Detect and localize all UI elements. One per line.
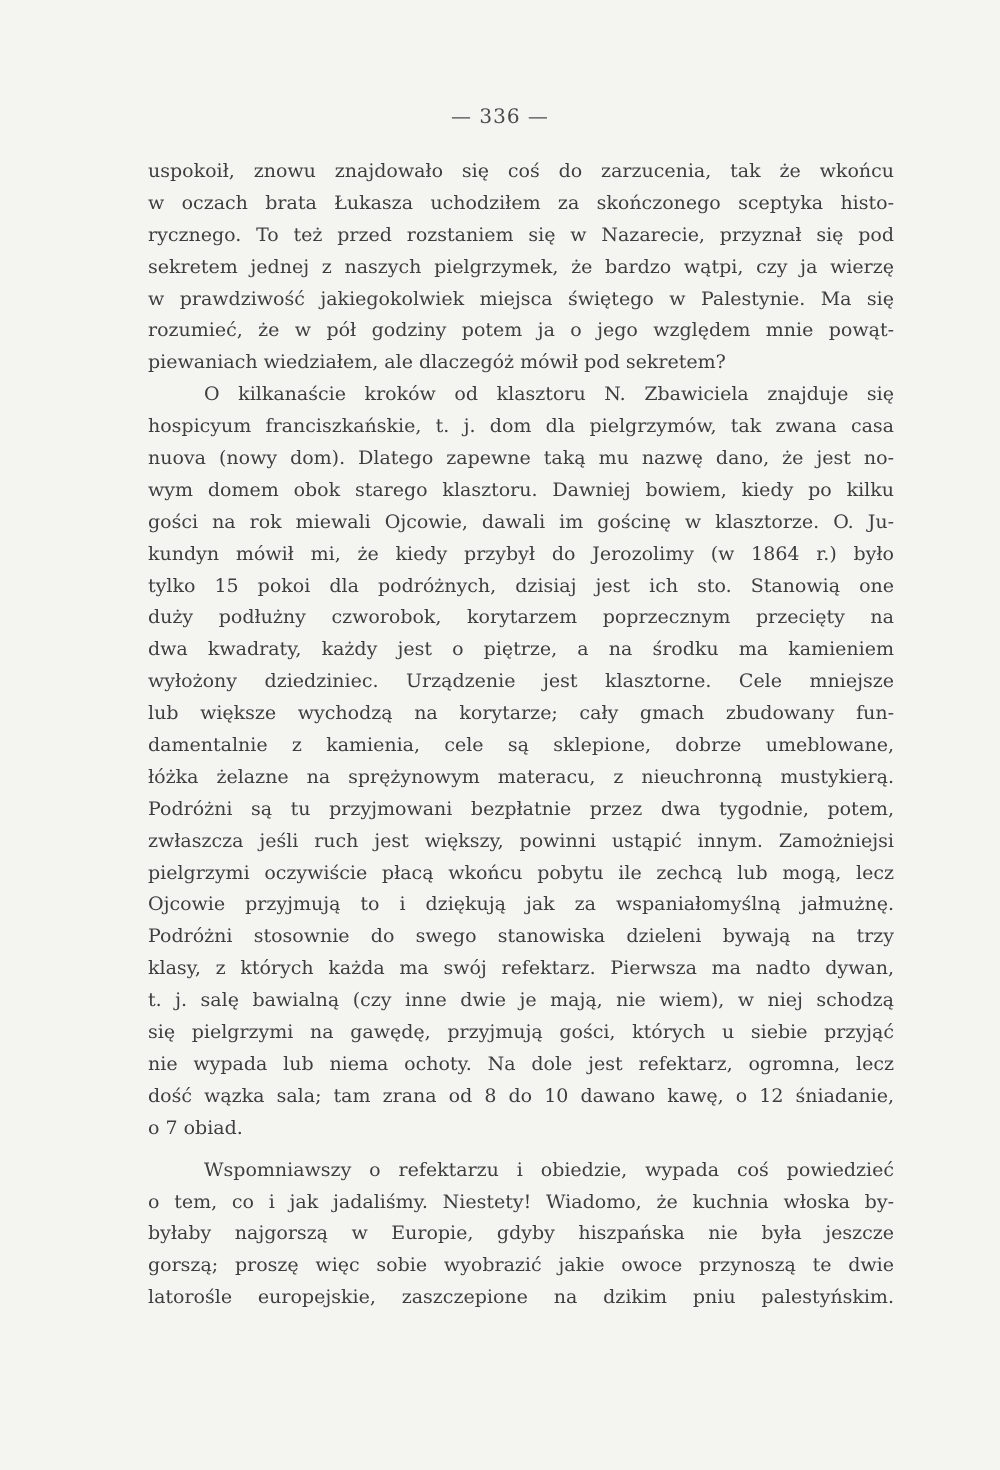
text-line: hospicyum franciszkańskie, t. j. dom dla pielgrzymów, tak zwana casa xyxy=(148,415,894,438)
text-line: byłaby najgorszą w Europie, gdyby hiszpańska nie była jeszcze xyxy=(148,1222,894,1245)
page-number: — 336 — xyxy=(451,104,549,128)
text-line: tylko 15 pokoi dla podróżnych, dzisiaj jest ich sto. Stanowią one xyxy=(148,574,894,597)
text-line: latorośle europejskie, zaszczepione na dzikim pniu palestyńskim. xyxy=(148,1286,894,1309)
body-text xyxy=(148,156,894,1314)
text-line: lub większe wychodzą na korytarze; cały gmach zbudowany fun- xyxy=(148,702,894,725)
text-line: o 7 obiad. xyxy=(148,1116,243,1139)
text-line: duży podłużny czworobok, korytarzem poprzecznym przecięty na xyxy=(148,606,894,629)
paragraph-group-2 xyxy=(148,1155,894,1314)
text-line: dość wązka sala; tam zrana od 8 do 10 dawano kawę, o 12 śniadanie, xyxy=(148,1084,894,1107)
text-line: damentalnie z kamienia, cele są sklepione, dobrze umeblowane, xyxy=(148,734,894,757)
text-line: kundyn mówił mi, że kiedy przybył do Jerozolimy (w 1864 r.) było xyxy=(148,542,894,565)
text-line: uspokoił, znowu znajdowało się coś do zarzucenia, tak że wkońcu xyxy=(148,160,894,182)
paragraph-group-1 xyxy=(148,156,894,1145)
text-line: O kilkanaście kroków od klasztoru N. Zbawiciela znajduje się xyxy=(204,383,894,406)
text-line: sekretem jednej z naszych pielgrzymek, że bardzo wątpi, czy ja wierzę xyxy=(148,255,894,278)
text-line: pielgrzymi oczywiście płacą wkońcu pobytu ile zechcą lub mogą, lecz xyxy=(148,861,894,884)
text-line: klasy, z których każda ma swój refektarz. Pierwsza ma nadto dywan, xyxy=(148,957,894,980)
text-line: się pielgrzymi na gawędę, przyjmują gości, których u siebie przyjąć xyxy=(148,1021,894,1044)
text-line: Podróżni stosownie do swego stanowiska dzieleni bywają na trzy xyxy=(148,925,894,948)
text-line: dwa kwadraty, każdy jest o piętrze, a na środku ma kamieniem xyxy=(148,638,894,661)
text-line: rycznego. To też przed rozstaniem się w Nazarecie, przyznał się pod xyxy=(148,223,894,246)
text-line: gości na rok miewali Ojcowie, dawali im gościnę w klasztorze. O. Ju- xyxy=(148,510,894,533)
text-line: piewaniach wiedziałem, ale dlaczegóż mówił pod sekretem? xyxy=(148,351,726,374)
text-line: nie wypada lub niema ochoty. Na dole jest refektarz, ogromna, lecz xyxy=(148,1052,894,1075)
text-line: gorszą; proszę więc sobie wyobrazić jakie owoce przynoszą te dwie xyxy=(148,1254,894,1277)
paragraph-gap xyxy=(148,1145,894,1155)
text-line: t. j. salę bawialną (czy inne dwie je mają, nie wiem), w niej schodzą xyxy=(148,989,894,1012)
text-line: wym domem obok starego klasztoru. Dawniej bowiem, kiedy po kilku xyxy=(148,478,894,501)
text-line: Podróżni są tu przyjmowani bezpłatnie przez dwa tygodnie, potem, xyxy=(148,797,894,820)
text-line: łóżka żelazne na sprężynowym materacu, z nieuchronną mustykierą. xyxy=(148,765,894,788)
text-line: Ojcowie przyjmują to i dziękują jak za wspaniałomyślną jałmużnę. xyxy=(148,893,894,916)
text-line: rozumieć, że w pół godziny potem ja o jego względem mnie powąt- xyxy=(148,319,894,342)
text-line: o tem, co i jak jadaliśmy. Niestety! Wiadomo, że kuchnia włoska by- xyxy=(148,1190,894,1213)
text-line: nuova (nowy dom). Dlatego zapewne taką mu nazwę dano, że jest no- xyxy=(148,447,894,470)
text-line: wyłożony dziedziniec. Urządzenie jest klasztorne. Cele mniejsze xyxy=(148,670,894,693)
text-line: zwłaszcza jeśli ruch jest większy, powinni ustąpić innym. Zamożniejsi xyxy=(148,829,894,852)
text-line: w oczach brata Łukasza uchodziłem za skończonego sceptyka histo- xyxy=(148,191,894,214)
text-line: Wspomniawszy o refektarzu i obiedzie, wypada coś powiedzieć xyxy=(204,1158,894,1181)
text-line: w prawdziwość jakiegokolwiek miejsca świętego w Palestynie. Ma się xyxy=(148,287,894,310)
